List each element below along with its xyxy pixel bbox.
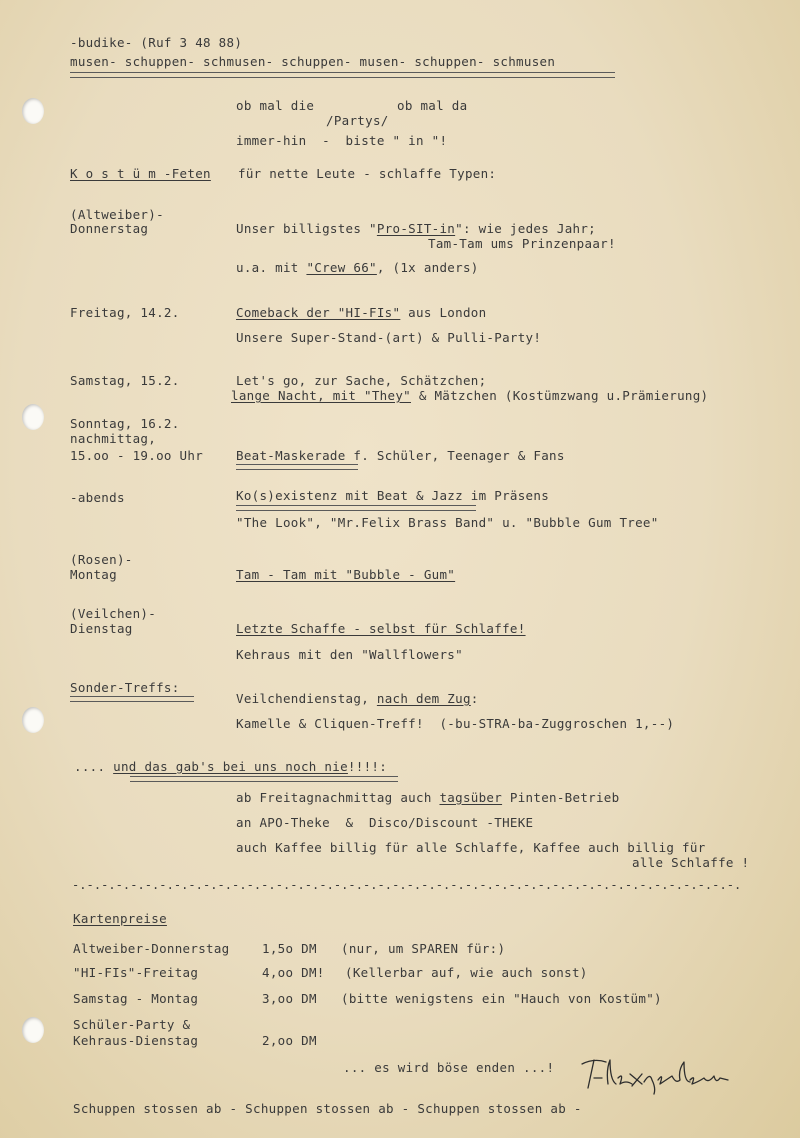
price-row-3-note: (bitte wenigstens ein "Hauch von Kostüm") <box>341 991 662 1006</box>
altweiber-text-2: Tam-Tam ums Prinzenpaar! <box>428 236 616 251</box>
price-row-4-label-1: Schüler-Party & <box>73 1017 191 1032</box>
sonntag-text-1-post: f. Schüler, Teenager & Fans <box>345 448 565 463</box>
header-line-1: -budike- (Ruf 3 48 88) <box>70 35 243 50</box>
abends-label: -abends <box>70 490 125 505</box>
header-double-rule <box>70 72 615 78</box>
punch-hole-4 <box>22 1017 44 1043</box>
samstag-day: Samstag, 15.2. <box>70 373 180 388</box>
intro-c: immer-hin - biste " in "! <box>236 133 448 148</box>
sonder-text-1 <box>236 692 479 706</box>
price-row-3-label: Samstag - Montag <box>73 991 199 1006</box>
samstag-text-2-u: lange Nacht, mit "They" <box>231 388 411 403</box>
neu-heading-u: und das gab's bei uns noch nie <box>113 759 348 774</box>
sonntag-day-2: nachmittag, <box>70 431 157 446</box>
samstag-text-1: Let's go, zur Sache, Schätzchen; <box>236 373 487 388</box>
price-row-2-label: "HI-FIs"-Freitag <box>73 965 199 980</box>
sonder-text-1-post: : <box>470 691 479 706</box>
altweiber-text-3-pre: u.a. mit <box>236 260 307 275</box>
kostuem-text: für nette Leute - schlaffe Typen: <box>238 166 497 181</box>
sonder-label: Sonder-Treffs: <box>70 680 180 695</box>
prices-heading: Kartenpreise <box>73 911 167 926</box>
veilchen-day-2: Dienstag <box>70 621 133 636</box>
veilchen-day-1: (Veilchen)- <box>70 606 157 621</box>
sonntag-text-1 <box>236 449 565 463</box>
punch-hole-2 <box>22 404 44 430</box>
sonder-text-2: Kamelle & Cliquen-Treff! (-bu-STRA-ba-Zuggroschen 1,--) <box>236 716 675 731</box>
closing-line: ... es wird böse enden ...! <box>343 1060 555 1075</box>
price-row-4-price: 2,oo DM <box>262 1033 317 1048</box>
neu-heading-post: !!!!: <box>347 759 388 774</box>
separator-line: -.-.-.-.-.-.-.-.-.-.-.-.-.-.-.-.-.-.-.-.-.-.-.-.-.-.-.-.-.-.-.-.-.-.-.-.-.-.-.-.-.-.-.-.-.-. <box>72 878 742 892</box>
neu-text-3: auch Kaffee billig für alle Schlaffe, Kaffee auch billig für <box>236 840 706 855</box>
sonder-text-1-pre: Veilchendienstag, <box>236 691 377 706</box>
footer-line: Schuppen stossen ab - Schuppen stossen ab - Schuppen stossen ab - <box>73 1101 582 1116</box>
freitag-text-1-post: aus London <box>400 305 487 320</box>
sonntag-text-1-u: Beat-Maskerade <box>236 448 346 463</box>
price-row-1-note: (nur, um SPAREN für:) <box>341 941 506 956</box>
rosen-day-1: (Rosen)- <box>70 552 133 567</box>
price-row-1-price: 1,5o DM <box>262 941 317 956</box>
altweiber-text-3-u: "Crew 66" <box>306 260 377 275</box>
altweiber-text-3-post: , (1x anders) <box>376 260 479 275</box>
price-row-3-price: 3,oo DM <box>262 991 317 1006</box>
intro-a: ob mal die <box>236 98 315 113</box>
neu-text-2: an APO-Theke & Disco/Discount -THEKE <box>236 815 534 830</box>
freitag-day: Freitag, 14.2. <box>70 305 180 320</box>
altweiber-text-1-pre: Unser billigstes " <box>236 221 377 236</box>
sonntag-day-3: 15.oo - 19.oo Uhr <box>70 448 204 463</box>
altweiber-text-3 <box>236 261 479 275</box>
freitag-text-1 <box>236 306 486 320</box>
header-line-2: musen- schuppen- schmusen- schuppen- musen- schuppen- schmusen <box>70 54 556 69</box>
intro-b: ob mal da <box>397 98 468 113</box>
kostuem-label: K o s t ü m -Feten <box>70 166 211 181</box>
neu-double-rule <box>130 776 398 782</box>
neu-text-1-u: tagsüber <box>439 790 503 805</box>
neu-text-4: alle Schlaffe ! <box>632 855 750 870</box>
rosen-day-2: Montag <box>70 567 117 582</box>
abends-text-1: Ko(s)existenz mit Beat & Jazz im Präsens <box>236 488 550 503</box>
altweiber-text-1 <box>236 222 596 236</box>
punch-hole-1 <box>22 98 44 124</box>
altweiber-day-1: (Altweiber)- <box>70 207 164 222</box>
neu-heading-pre: .... <box>74 759 114 774</box>
altweiber-text-1-post: ": wie jedes Jahr; <box>455 221 597 236</box>
sonntag-double-rule <box>236 464 358 470</box>
signature <box>580 1054 750 1098</box>
samstag-text-2-post: & Mätzchen (Kostümzwang u.Prämierung) <box>411 388 709 403</box>
veilchen-text-1: Letzte Schaffe - selbst für Schlaffe! <box>236 621 526 636</box>
freitag-text-2: Unsere Super-Stand-(art) & Pulli-Party! <box>236 330 542 345</box>
neu-heading <box>74 760 387 774</box>
freitag-text-1-u: Comeback der "HI-FIs" <box>236 305 401 320</box>
veilchen-text-2: Kehraus mit den "Wallflowers" <box>236 647 463 662</box>
punch-hole-3 <box>22 707 44 733</box>
samstag-text-2 <box>231 389 708 403</box>
rosen-text-1: Tam - Tam mit "Bubble - Gum" <box>236 567 456 582</box>
price-row-4-label-2: Kehraus-Dienstag <box>73 1033 199 1048</box>
sonder-double-rule <box>70 696 194 702</box>
altweiber-day-2: Donnerstag <box>70 221 149 236</box>
neu-text-1 <box>236 791 619 805</box>
neu-text-1-post: Pinten-Betrieb <box>502 790 620 805</box>
sonder-text-1-u: nach dem Zug <box>376 691 471 706</box>
price-row-2-note: (Kellerbar auf, wie auch sonst) <box>345 965 588 980</box>
altweiber-text-1-u: Pro-SIT-in <box>376 221 456 236</box>
intro-partys: /Partys/ <box>326 113 389 128</box>
price-row-2-price: 4,oo DM! <box>262 965 325 980</box>
sonntag-day-1: Sonntag, 16.2. <box>70 416 180 431</box>
abends-text-2: "The Look", "Mr.Felix Brass Band" u. "Bubble Gum Tree" <box>236 515 659 530</box>
neu-text-1-pre: ab Freitagnachmittag auch <box>236 790 440 805</box>
abends-double-rule <box>236 505 476 511</box>
price-row-1-label: Altweiber-Donnerstag <box>73 941 230 956</box>
